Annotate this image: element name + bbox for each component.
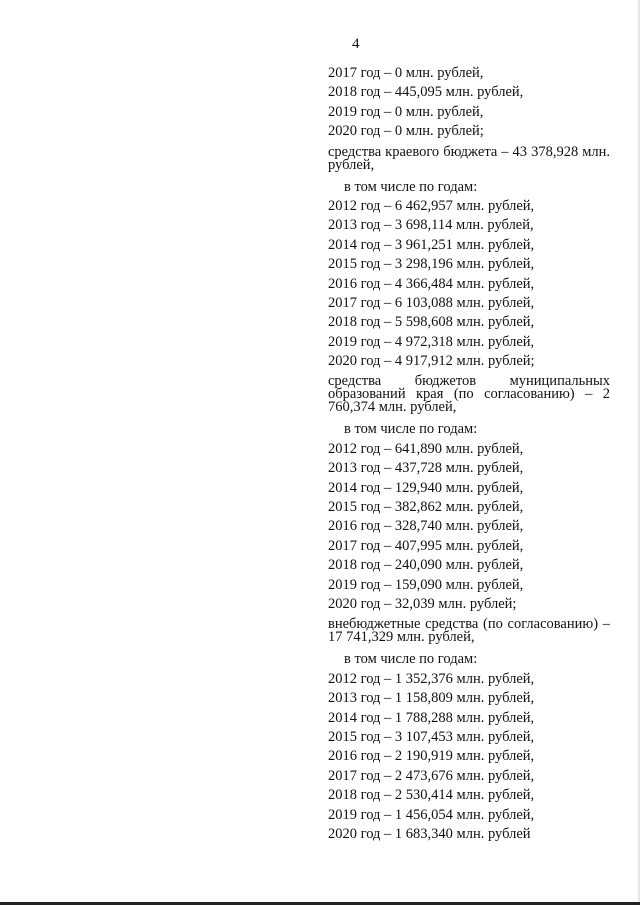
funding-line: 2013 год – 3 698,114 млн. рублей, <box>328 217 534 234</box>
by-year-subheading: в том числе по годам: <box>344 178 478 195</box>
funding-line: 2020 год – 32,039 млн. рублей; <box>328 595 517 612</box>
funding-line: 2018 год – 5 598,608 млн. рублей, <box>328 314 535 331</box>
funding-line: 2018 год – 240,090 млн. рублей, <box>328 557 524 574</box>
funding-line: 2015 год – 3 298,196 млн. рублей, <box>328 256 535 273</box>
funding-line: 2014 год – 1 788,288 млн. рублей, <box>328 709 535 726</box>
funding-line: 2020 год – 1 683,340 млн. рублей <box>328 825 531 842</box>
funding-line: 2020 год – 0 млн. рублей; <box>328 123 484 140</box>
funding-line: 2013 год – 437,728 млн. рублей, <box>328 460 524 477</box>
funding-line: 2017 год – 6 103,088 млн. рублей, <box>328 294 535 311</box>
page-number: 4 <box>352 36 360 52</box>
funding-line: 2019 год – 1 456,054 млн. рублей, <box>328 806 535 823</box>
funding-line: 2012 год – 6 462,957 млн. рублей, <box>328 197 535 214</box>
funding-source-paragraph: внебюджетные средства (по согласованию) – 17 741,329 млн. рублей, <box>328 616 610 646</box>
funding-line: 2014 год – 3 961,251 млн. рублей, <box>328 236 535 253</box>
funding-line: 2017 год – 0 млн. рублей, <box>328 65 484 81</box>
funding-line: 2018 год – 445,095 млн. рублей, <box>328 84 524 101</box>
funding-line: 2020 год – 4 917,912 млн. рублей; <box>328 353 535 370</box>
funding-line: 2015 год – 3 107,453 млн. рублей, <box>328 728 535 745</box>
funding-source-paragraph: средства бюджетов муниципальных образований края (по согласованию) – 2 760,374 млн. рублей, <box>328 373 610 416</box>
funding-line: 2017 год – 2 473,676 млн. рублей, <box>328 767 535 784</box>
funding-line: 2016 год – 2 190,919 млн. рублей, <box>328 748 535 765</box>
by-year-subheading: в том числе по годам: <box>344 651 478 668</box>
funding-line: 2015 год – 382,862 млн. рублей, <box>328 499 524 516</box>
funding-line: 2017 год – 407,995 млн. рублей, <box>328 537 524 554</box>
funding-line: 2019 год – 0 млн. рублей, <box>328 103 484 120</box>
document-body <box>328 64 610 844</box>
funding-line: 2016 год – 4 366,484 млн. рублей, <box>328 275 535 292</box>
funding-line: 2012 год – 641,890 млн. рублей, <box>328 440 524 457</box>
funding-line: 2013 год – 1 158,809 млн. рублей, <box>328 690 535 707</box>
funding-line: 2014 год – 129,940 млн. рублей, <box>328 479 524 496</box>
funding-line: 2019 год – 159,090 млн. рублей, <box>328 576 524 593</box>
by-year-subheading: в том числе по годам: <box>344 421 478 438</box>
funding-source-paragraph: средства краевого бюджета – 43 378,928 млн. рублей, <box>328 143 610 173</box>
funding-line: 2012 год – 1 352,376 млн. рублей, <box>328 670 535 687</box>
funding-line: 2019 год – 4 972,318 млн. рублей, <box>328 333 535 350</box>
funding-line: 2016 год – 328,740 млн. рублей, <box>328 518 524 535</box>
funding-line: 2018 год – 2 530,414 млн. рублей, <box>328 787 535 804</box>
